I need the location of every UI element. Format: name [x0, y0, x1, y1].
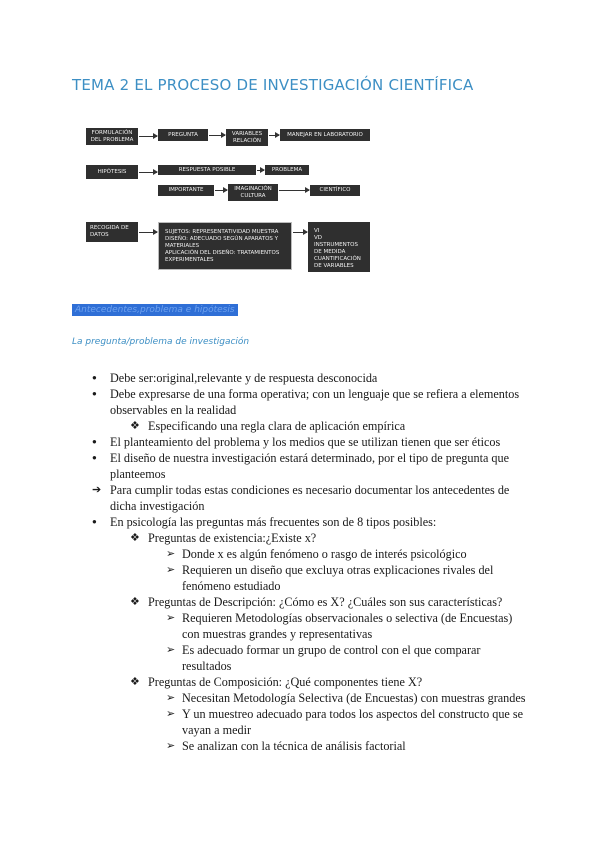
list-item-text: Preguntas de existencia:¿Existe x? [148, 531, 317, 545]
list-item-text: El planteamiento del problema y los medios que se utilizan tienen que ser éticos [110, 435, 501, 449]
list-item-text: Donde x es algún fenómeno o rasgo de interés psicológico [182, 547, 467, 561]
box-hipotesis: HIPÓTESIS [86, 165, 138, 179]
box-formulacion: FORMULACIÓN DEL PROBLEMA [86, 128, 138, 145]
list-item-text: Preguntas de Composición: ¿Qué componentes tiene X? [148, 675, 423, 689]
box-respuesta: RESPUESTA POSIBLE [158, 165, 256, 175]
list-item-text: resultados [182, 659, 232, 673]
list-item-text: Requieren un diseño que excluya otras explicaciones rivales del [182, 563, 494, 577]
section-heading: Antecedentes,problema e hipótesis [72, 304, 238, 316]
arrow [257, 170, 264, 171]
box-pregunta: PREGUNTA [158, 129, 208, 141]
list-bullet-icon: ➢ [166, 564, 176, 576]
vd-line: VD [314, 235, 322, 241]
vi-line: VI [314, 228, 320, 234]
list-bullet-icon: ➢ [166, 612, 176, 624]
list-item-text: El diseño de nuestra investigación estará determinado, por el tipo de pregunta que [110, 451, 510, 465]
list-bullet-icon: ● [92, 373, 97, 382]
box-variables: VARIABLES RELACIÓN [226, 129, 268, 146]
arrow [209, 135, 225, 136]
list-bullet-icon: ● [92, 389, 97, 398]
list-bullet-icon: ➢ [166, 708, 176, 720]
list-item-text: observables en la realidad [110, 403, 237, 417]
list-item-text: Debe ser:original,relevante y de respuesta desconocida [110, 371, 378, 385]
list-item-text: Y un muestreo adecuado para todos los aspectos del constructo que se [182, 707, 524, 721]
list-item-text: Necesitan Metodología Selectiva (de Encuestas) con muestras grandes [182, 691, 526, 705]
box-imaginacion: IMAGINACIÓN CULTURA [228, 184, 278, 201]
arrow [269, 135, 279, 136]
list-bullet-icon: ❖ [130, 420, 140, 432]
list-item-text: Se analizan con la técnica de análisis factorial [182, 739, 406, 753]
list-item-text: Es adecuado formar un grupo de control con el que comparar [182, 643, 481, 657]
box-problema: PROBLEMA [265, 165, 309, 175]
box-sujetos [158, 222, 292, 270]
list-bullet-icon: ➔ [92, 484, 102, 496]
list-bullet-icon: ❖ [130, 532, 140, 544]
aplicacion-line: APLICACIÓN DEL DISEÑO: TRATAMIENTOS EXPERIMENTALES [165, 250, 280, 263]
page-title: TEMA 2 EL PROCESO DE INVESTIGACIÓN CIENTÍFICA [72, 76, 474, 94]
list-bullet-icon: ➢ [166, 692, 176, 704]
list-item-text: En psicología las preguntas más frecuentes son de 8 tipos posibles: [110, 515, 437, 529]
list-bullet-icon: ➢ [166, 644, 176, 656]
list-bullet-icon: ❖ [130, 676, 140, 688]
list-item-text: fenómeno estudiado [182, 579, 281, 593]
diseno-line: DISEÑO: ADECUADO SEGÚN APARATOS Y MATERIALES [165, 236, 279, 249]
list-bullet-icon: ➢ [166, 740, 176, 752]
list-item-text: vayan a medir [182, 723, 252, 737]
box-variables-medida [308, 222, 370, 272]
list-item-text: dicha investigación [110, 499, 205, 513]
list-item-text: planteemos [110, 467, 166, 481]
list-bullet-icon: ● [92, 453, 97, 462]
arrow [139, 172, 157, 173]
box-importante: IMPORTANTE [158, 185, 214, 196]
box-cientifico: CIENTÍFICO [310, 185, 360, 196]
list-item-text: Debe expresarse de una forma operativa; con un lenguaje que se refiera a elementos [110, 387, 520, 401]
list-item-text: Especificando una regla clara de aplicación empírica [148, 419, 406, 433]
subsection-heading: La pregunta/problema de investigación [72, 337, 250, 347]
list-bullet-icon: ❖ [130, 596, 140, 608]
list-item-text: Preguntas de Descripción: ¿Cómo es X? ¿Cuáles son sus características? [148, 595, 503, 609]
list-item-text: Requieren Metodologías observacionales o selectiva (de Encuestas) [182, 611, 513, 625]
arrow [293, 232, 307, 233]
list-item-text: con muestras grandes y representativas [182, 627, 373, 641]
box-recogida: RECOGIDA DE DATOS [86, 222, 138, 242]
list-item-text: Para cumplir todas estas condiciones es necesario documentar los antecedentes de [110, 483, 510, 497]
list-bullet-icon: ● [92, 517, 97, 526]
list-bullet-icon: ● [92, 437, 97, 446]
arrow [139, 232, 157, 233]
arrow [279, 190, 309, 191]
instrumentos-line: INSTRUMENTOS DE MEDIDA [314, 242, 358, 255]
box-manejar: MANEJAR EN LABORATORIO [280, 129, 370, 141]
list-bullet-icon: ➢ [166, 548, 176, 560]
cuantificacion-line: CUANTIFICACIÓN DE VARIABLES [314, 256, 361, 269]
arrow [215, 190, 227, 191]
arrow [139, 136, 157, 137]
sujetos-line: SUJETOS: REPRESENTATIVIDAD MUESTRA [165, 229, 279, 235]
